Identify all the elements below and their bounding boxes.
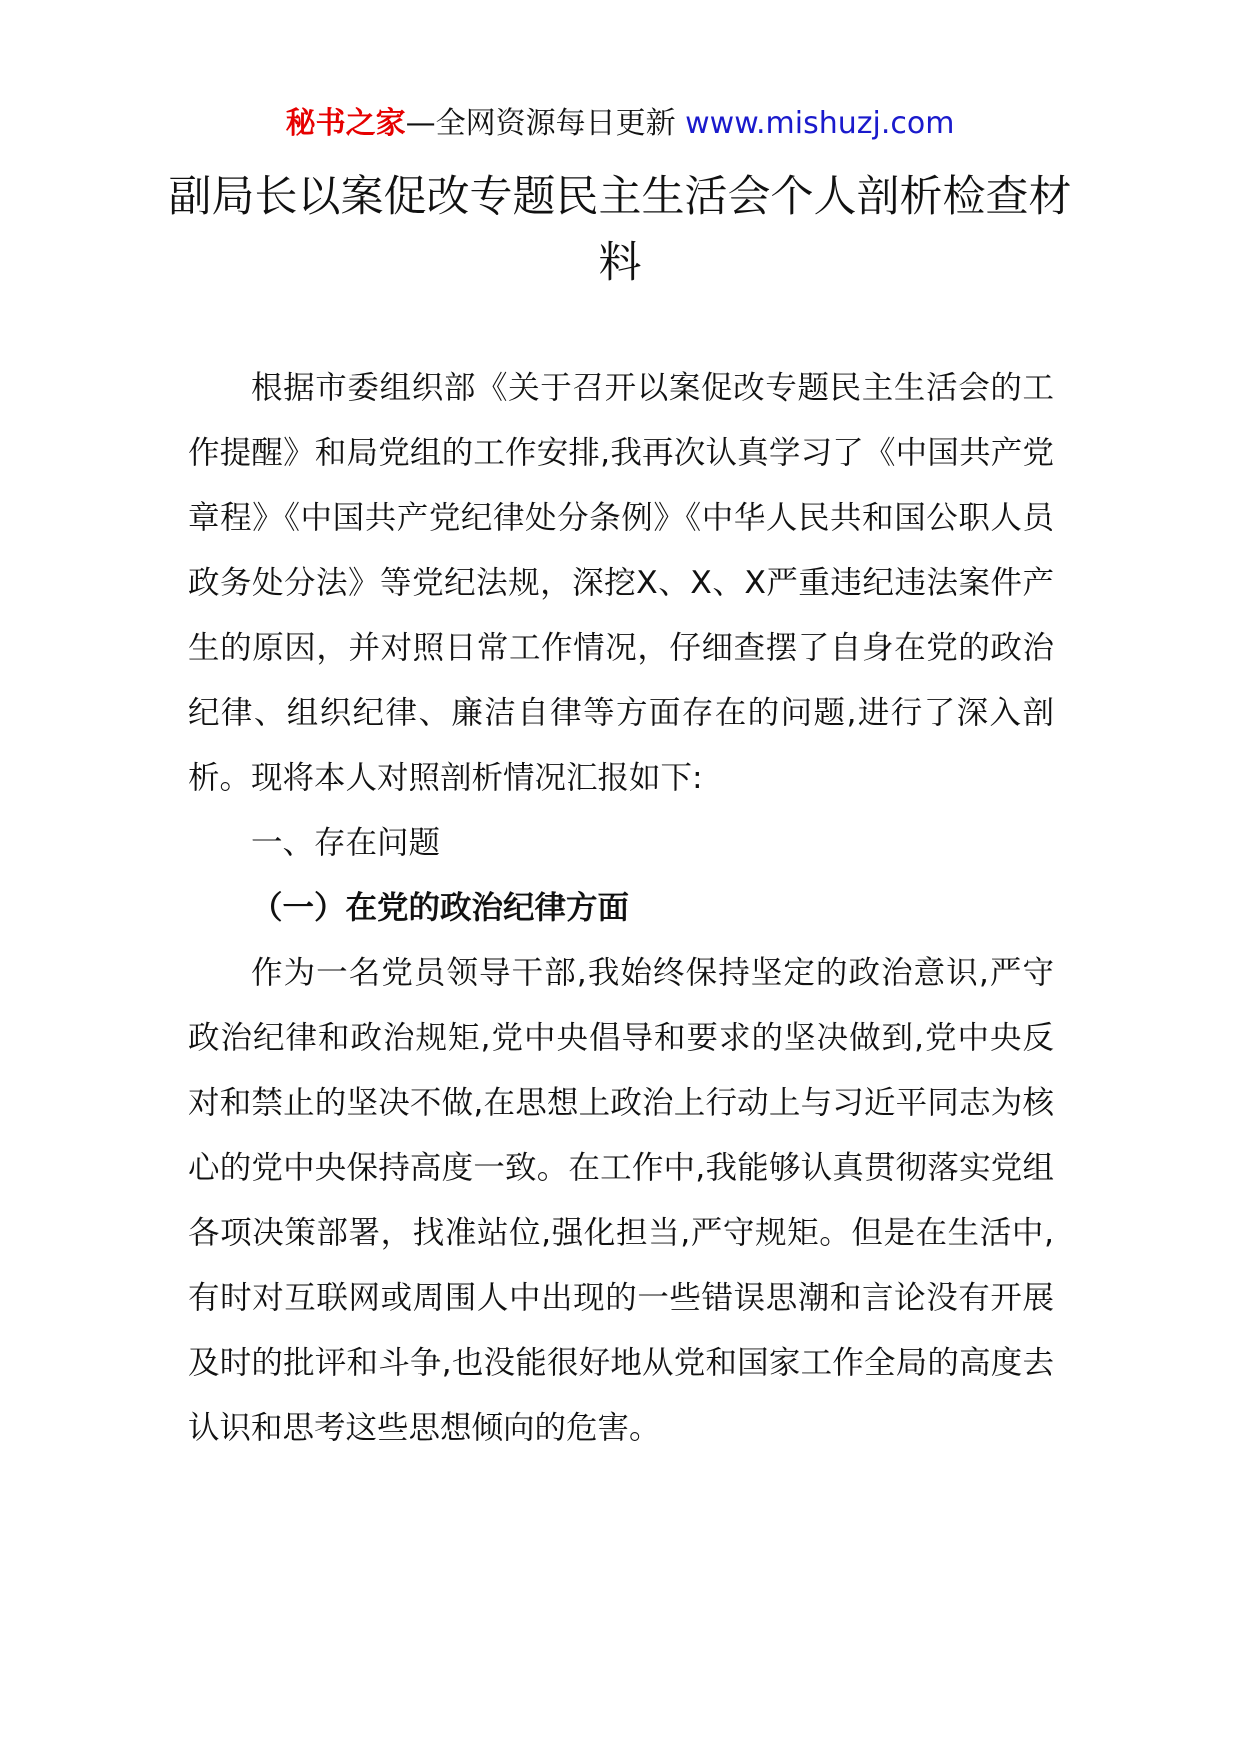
subsection-heading: （一）在党的政治纪律方面 [251,890,630,926]
body-paragraph: 作为一名党员领导干部,我始终保持坚定的政治意识,严守政治纪律和政治规矩,党中央倡导和要求的坚决做到,党中央反对和禁止的坚决不做,在思想上政治上行动上与习近平同志为核心的党中央保持高度一致。在工作中,我能够认真贯彻落实党组各项决策部署，找准站位,强化担当,严守规矩。但是在生活中,有时对互联网或周围人中出现的一些错误思潮和言论没有开展及时的批评和斗争,也没能很好地从党和国家工作全局的高度去认识和思考这些思想倾向的危害。 [188,955,1054,1446]
section-heading: 一、存在问题 [251,825,441,861]
site-url[interactable]: www.mishuzj.com [685,106,955,141]
site-brand: 秘书之家 [285,106,406,141]
site-header [0,104,1240,144]
document-body [188,356,1054,1461]
intro-paragraph: 根据市委组织部《关于召开以案促改专题民主生活会的工作提醒》和局党组的工作安排,我再次认真学习了《中国共产党章程》《中国共产党纪律处分条例》《中华人民共和国公职人员政务处分法》等党纪法规，深挖X、X、X严重违纪违法案件产生的原因，并对照日常工作情况，仔细查摆了自身在党的政治纪律、组织纪律、廉洁自律等方面存在的问题,进行了深入剖析。现将本人对照剖析情况汇报如下: [188,370,1054,796]
site-slogan: —全网资源每日更新 [405,106,676,141]
document-title: 副局长以案促改专题民主生活会个人剖析检查材料 [168,172,1072,288]
